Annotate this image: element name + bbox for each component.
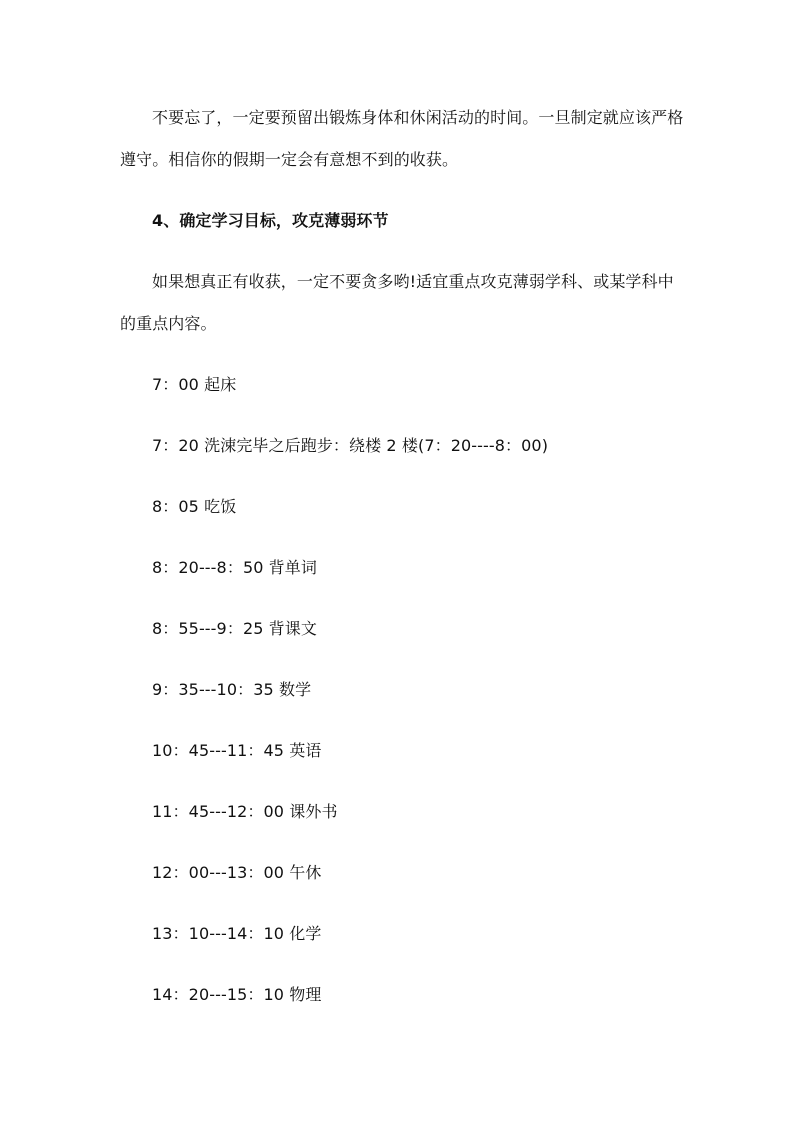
schedule-item: 8：20---8：50 背单词 (152, 558, 317, 577)
paragraph-text: 的重点内容。 (120, 314, 217, 333)
schedule-item: 8：55---9：25 背课文 (152, 619, 317, 638)
schedule-item: 8：05 吃饭 (152, 497, 237, 516)
paragraph-text: 如果想真正有收获，一定不要贪多哟!适宜重点攻克薄弱学科、或某学科中 (152, 272, 674, 291)
schedule-item: 14：20---15：10 物理 (152, 985, 322, 1004)
paragraph-text: 遵守。相信你的假期一定会有意想不到的收获。 (120, 150, 459, 169)
schedule-item: 9：35---10：35 数学 (152, 680, 312, 699)
section-heading: 4、确定学习目标，攻克薄弱环节 (152, 211, 389, 230)
schedule-item: 10：45---11：45 英语 (152, 741, 322, 760)
paragraph-text: 不要忘了，一定要预留出锻炼身体和休闲活动的时间。一旦制定就应该严格 (152, 108, 684, 127)
schedule-item: 7：20 洗涑完毕之后跑步：绕楼 2 楼(7：20----8：00) (152, 436, 549, 455)
schedule-item: 11：45---12：00 课外书 (152, 802, 338, 821)
schedule-item: 12：00---13：00 午休 (152, 863, 322, 882)
schedule-item: 13：10---14：10 化学 (152, 924, 322, 943)
schedule-item: 7：00 起床 (152, 375, 237, 394)
